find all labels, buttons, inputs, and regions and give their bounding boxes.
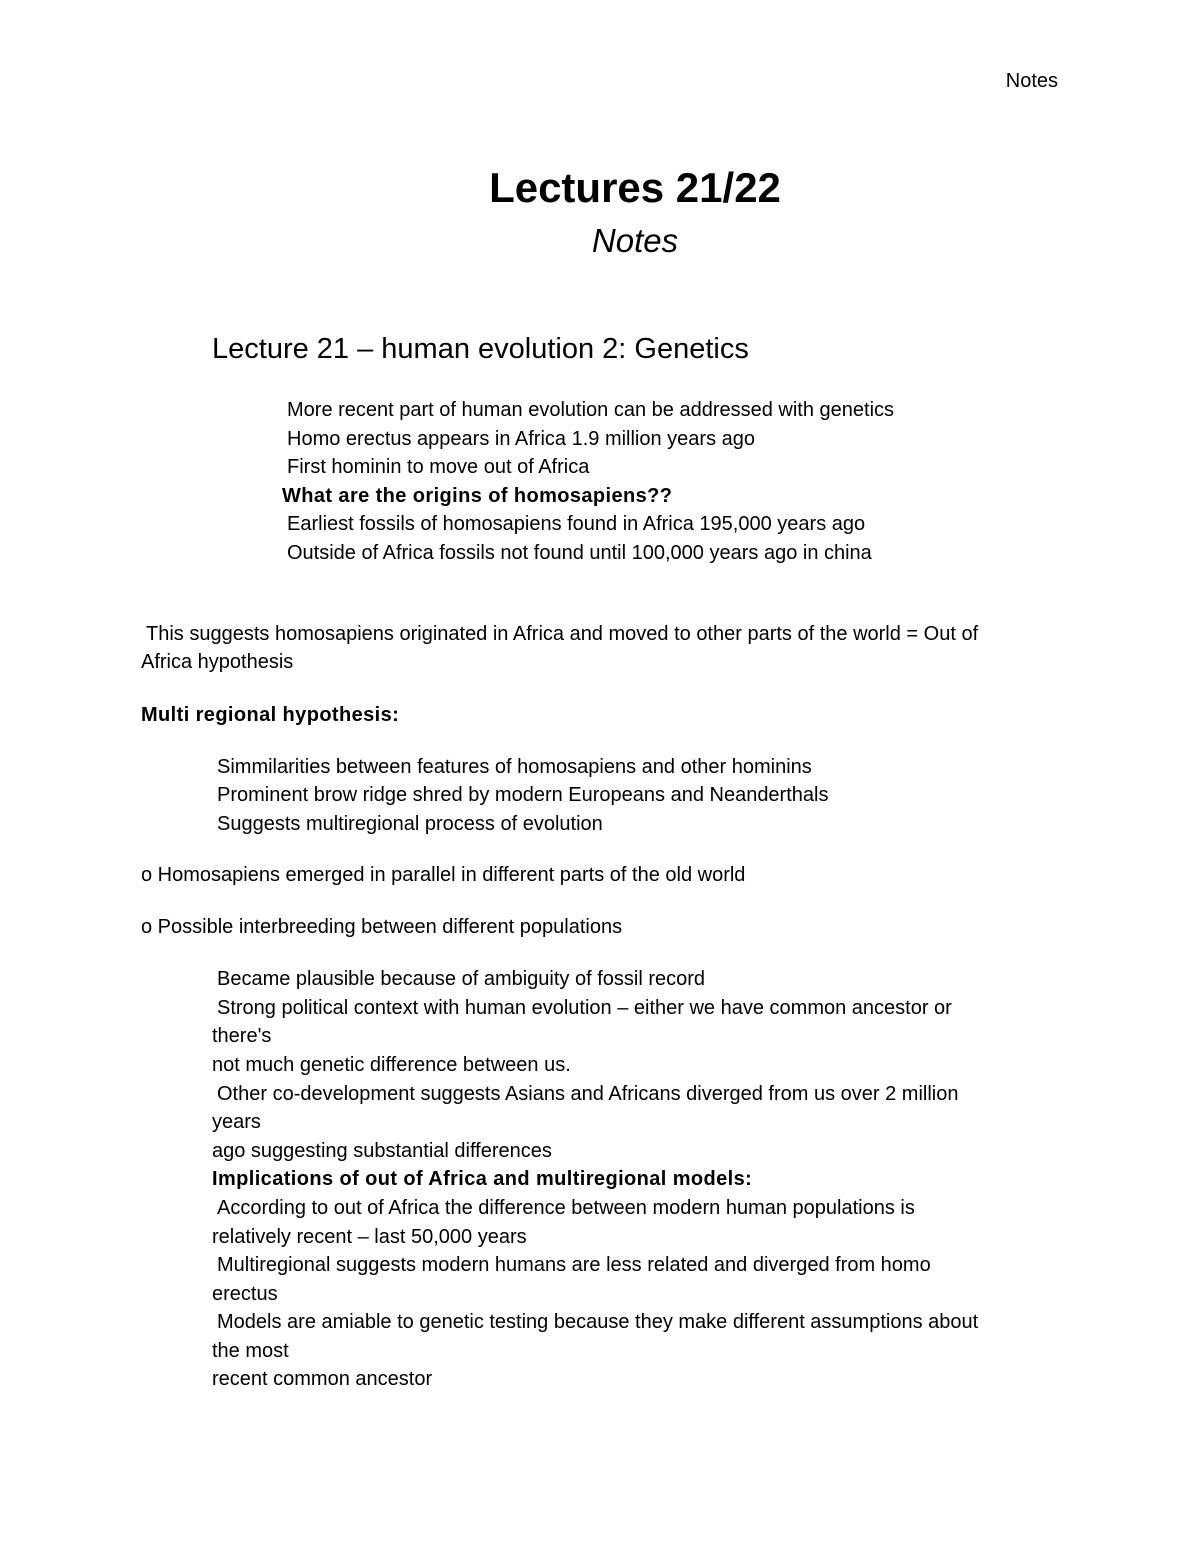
lecture-heading: Lecture 21 – human evolution 2: Genetics [212, 333, 749, 365]
continuation-line: not much genetic difference between us. [212, 1054, 571, 1076]
page-title: Lectures 21/22 [489, 164, 781, 211]
continuation-line: ago suggesting substantial differences [212, 1140, 552, 1162]
bullet-line: Prominent brow ridge shred by modern Europeans and Neanderthals [217, 784, 829, 806]
bullet-line: More recent part of human evolution can be addressed with genetics [287, 399, 895, 421]
bullet-line: Became plausible because of ambiguity of fossil record [217, 968, 706, 990]
continuation-line: relatively recent – last 50,000 years [212, 1226, 527, 1248]
paragraph-line: This suggests homosapiens originated in Africa and moved to other parts of the world = Out of [146, 623, 979, 645]
bullet-line: Other co-development suggests Asians and Africans diverged from us over 2 million [217, 1083, 959, 1105]
continuation-line: recent common ancestor [212, 1368, 433, 1390]
bullet-line: Multiregional suggests modern humans are less related and diverged from homo [217, 1254, 931, 1276]
o-bullet-line: o Possible interbreeding between different populations [141, 916, 623, 938]
bullet-line: Homo erectus appears in Africa 1.9 million years ago [287, 428, 756, 450]
continuation-line: erectus [212, 1283, 278, 1305]
bullet-line: Strong political context with human evolution – either we have common ancestor or [217, 997, 952, 1019]
implications-heading: Implications of out of Africa and multiregional models: [212, 1168, 753, 1190]
continuation-line: the most [212, 1340, 289, 1362]
bullet-line: First hominin to move out of Africa [287, 456, 590, 478]
bullet-line: Models are amiable to genetic testing because they make different assumptions about [217, 1311, 979, 1333]
bullet-line: Suggests multiregional process of evolution [217, 813, 603, 835]
bullet-line: Simmilarities between features of homosapiens and other hominins [217, 756, 812, 778]
continuation-line: there's [212, 1025, 272, 1047]
page-subtitle: Notes [591, 222, 679, 259]
origins-question: What are the origins of homosapiens?? [282, 485, 673, 507]
continuation-line: years [212, 1111, 261, 1133]
bullet-line: According to out of Africa the difference between modern human populations is [217, 1197, 915, 1219]
o-bullet-line: o Homosapiens emerged in parallel in different parts of the old world [141, 864, 746, 886]
running-header: Notes [1005, 70, 1058, 92]
bullet-line: Earliest fossils of homosapiens found in Africa 195,000 years ago [287, 513, 866, 535]
paragraph-line: Africa hypothesis [141, 651, 294, 673]
section-heading: Multi regional hypothesis: [141, 704, 400, 726]
bullet-line: Outside of Africa fossils not found until 100,000 years ago in china [287, 542, 872, 564]
